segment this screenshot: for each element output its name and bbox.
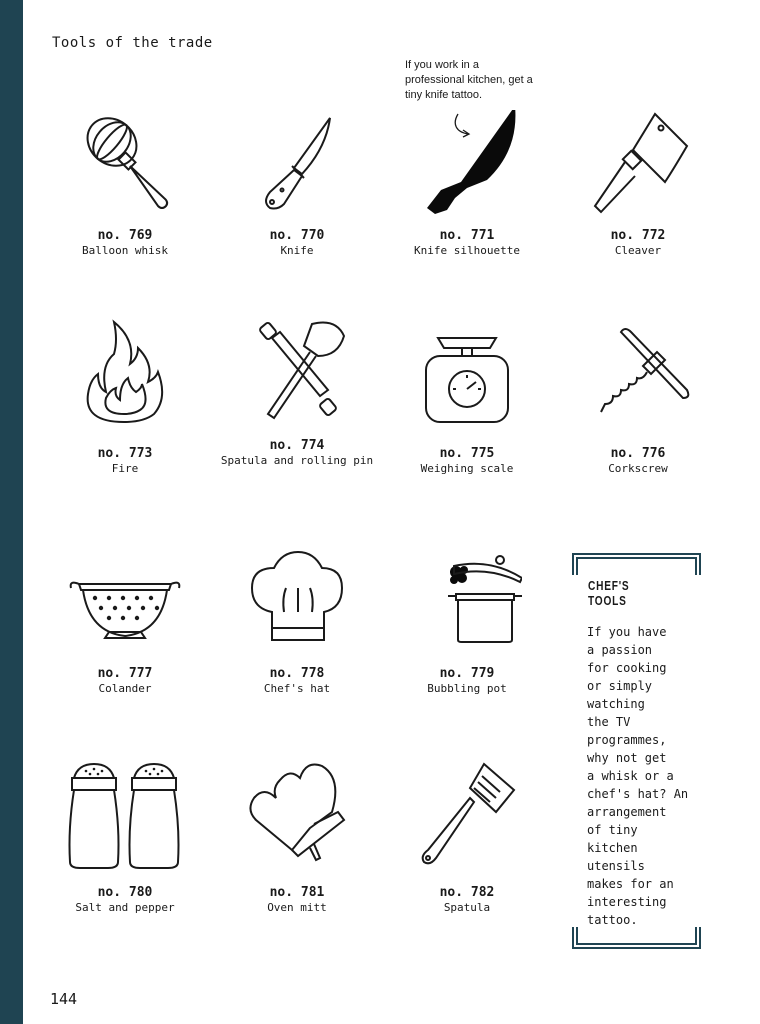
salt-pepper-icon — [60, 758, 190, 873]
item-number: no. 780 — [97, 885, 153, 900]
item-number: no. 769 — [97, 228, 153, 243]
item-name: Bubbling pot — [427, 682, 507, 695]
section-title: Tools of the trade — [52, 35, 213, 51]
item-number: no. 772 — [610, 228, 666, 243]
knife-icon — [242, 110, 352, 220]
tattoo-item — [382, 110, 552, 257]
tattoo-item — [40, 548, 210, 695]
tattoo-item — [553, 318, 723, 475]
bubbling-pot-icon — [412, 548, 522, 648]
item-number: no. 770 — [269, 228, 325, 243]
callout-note: If you work in a professional kitchen, get a tiny knife tattoo. — [405, 59, 533, 101]
item-name: Knife — [280, 244, 314, 257]
fire-icon — [70, 318, 180, 428]
whisk-icon — [70, 110, 180, 220]
tattoo-item — [553, 110, 723, 257]
chefs-hat-icon — [242, 548, 352, 648]
item-number: no. 771 — [439, 228, 495, 243]
oven-mitt-icon — [242, 758, 352, 873]
item-name: Colander — [98, 682, 152, 695]
tattoo-item — [212, 758, 382, 914]
tattoo-item — [212, 110, 382, 257]
knife-silhouette-icon — [407, 110, 527, 220]
cleaver-icon — [583, 110, 693, 220]
item-number: no. 773 — [97, 446, 153, 461]
tattoo-item — [382, 318, 552, 475]
item-number: no. 777 — [97, 666, 153, 681]
item-name: Knife silhouette — [414, 244, 520, 257]
tattoo-item — [40, 318, 210, 475]
page-number: 144 — [50, 990, 78, 1008]
item-number: no. 775 — [439, 446, 495, 461]
item-name: Spatula and rolling pin — [220, 454, 374, 467]
weighing-scale-icon — [412, 318, 522, 428]
tattoo-item — [212, 318, 382, 467]
item-name: Spatula — [443, 901, 491, 914]
item-number: no. 776 — [610, 446, 666, 461]
item-name: Corkscrew — [608, 462, 668, 475]
item-name: Fire — [111, 462, 139, 475]
item-name: Salt and pepper — [75, 901, 175, 914]
page-spine — [0, 0, 23, 1024]
item-name: Balloon whisk — [81, 244, 169, 257]
item-name: Cleaver — [614, 244, 662, 257]
tattoo-item — [212, 548, 382, 695]
corkscrew-icon — [583, 318, 693, 428]
colander-icon — [65, 548, 185, 648]
tattoo-item — [382, 548, 552, 695]
spatula-icon — [412, 758, 522, 873]
tattoo-item — [40, 110, 210, 257]
item-number: no. 781 — [269, 885, 325, 900]
sidebar-title: CHEF'S TOOLS — [588, 578, 630, 608]
tattoo-item — [382, 758, 552, 914]
spatula-rolling-pin-icon — [242, 318, 352, 428]
sidebar-body: If you have a passion for cooking or simply watching the TV programmes, why not get a whisk or a chef's hat? An arrangement of tiny kitchen utensils makes for an interesting tattoo. — [587, 625, 689, 927]
item-number: no. 779 — [439, 666, 495, 681]
item-number: no. 778 — [269, 666, 325, 681]
tattoo-item — [40, 758, 210, 914]
item-name: Chef's hat — [263, 682, 331, 695]
item-name: Weighing scale — [420, 462, 514, 475]
item-name: Oven mitt — [267, 901, 327, 914]
chefs-tools-sidebar — [572, 553, 701, 949]
item-number: no. 774 — [269, 438, 325, 453]
item-number: no. 782 — [439, 885, 495, 900]
